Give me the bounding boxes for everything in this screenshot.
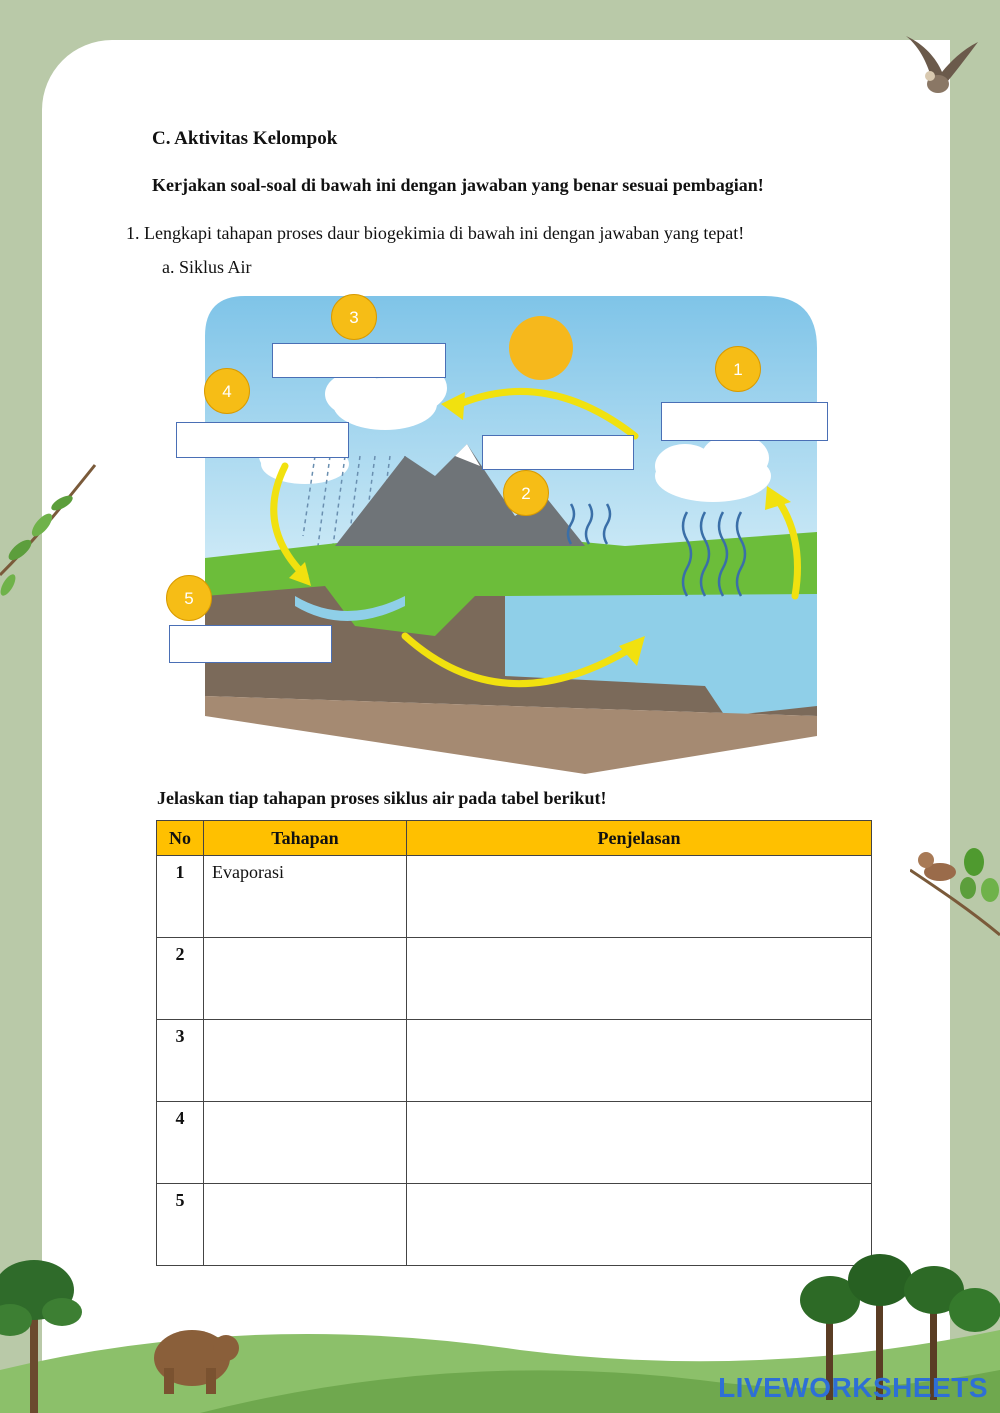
tahapan-cell[interactable] (204, 1102, 407, 1184)
header-tahapan: Tahapan (204, 821, 407, 856)
branch-illustration (0, 455, 110, 625)
bird-illustration (896, 28, 984, 104)
header-penjelasan: Penjelasan (407, 821, 872, 856)
badge-5: 5 (166, 575, 212, 621)
answer-input-2[interactable] (482, 435, 634, 470)
badge-3: 3 (331, 294, 377, 340)
penjelasan-cell[interactable] (407, 856, 872, 938)
row-number: 5 (157, 1184, 204, 1266)
tahapan-cell: Evaporasi (204, 856, 407, 938)
table-header-row (157, 821, 872, 856)
row-number: 4 (157, 1102, 204, 1184)
badge-4: 4 (204, 368, 250, 414)
instruction-text: Kerjakan soal-soal di bawah ini dengan jawaban yang benar sesuai pembagian! (152, 175, 764, 195)
penjelasan-cell[interactable] (407, 1102, 872, 1184)
row-number: 1 (157, 856, 204, 938)
badge-2: 2 (503, 470, 549, 516)
row-number: 3 (157, 1020, 204, 1102)
badge-1: 1 (715, 346, 761, 392)
header-no: No (157, 821, 204, 856)
tahapan-cell[interactable] (204, 938, 407, 1020)
penjelasan-cell[interactable] (407, 1020, 872, 1102)
row-number: 2 (157, 938, 204, 1020)
stages-table (156, 820, 872, 1266)
answer-input-1[interactable] (661, 402, 828, 441)
liveworksheets-logo: LIVEWORKSHEETS (718, 1372, 988, 1403)
table-row (157, 1020, 872, 1102)
answer-input-4[interactable] (176, 422, 349, 458)
table-row (157, 1102, 872, 1184)
table-row (157, 938, 872, 1020)
question-text: 1. Lengkapi tahapan proses daur biogekimia di bawah ini dengan jawaban yang tepat! (126, 223, 745, 243)
tahapan-cell[interactable] (204, 1020, 407, 1102)
answer-input-5[interactable] (169, 625, 332, 663)
table-row (157, 856, 872, 938)
answer-input-3[interactable] (272, 343, 446, 378)
sun-icon (509, 316, 573, 380)
penjelasan-cell[interactable] (407, 938, 872, 1020)
subquestion-text: a. Siklus Air (162, 257, 252, 277)
section-heading: C. Aktivitas Kelompok (152, 128, 338, 149)
squirrel-illustration (910, 840, 1000, 940)
table-title: Jelaskan tiap tahapan proses siklus air pada tabel berikut! (157, 788, 607, 808)
